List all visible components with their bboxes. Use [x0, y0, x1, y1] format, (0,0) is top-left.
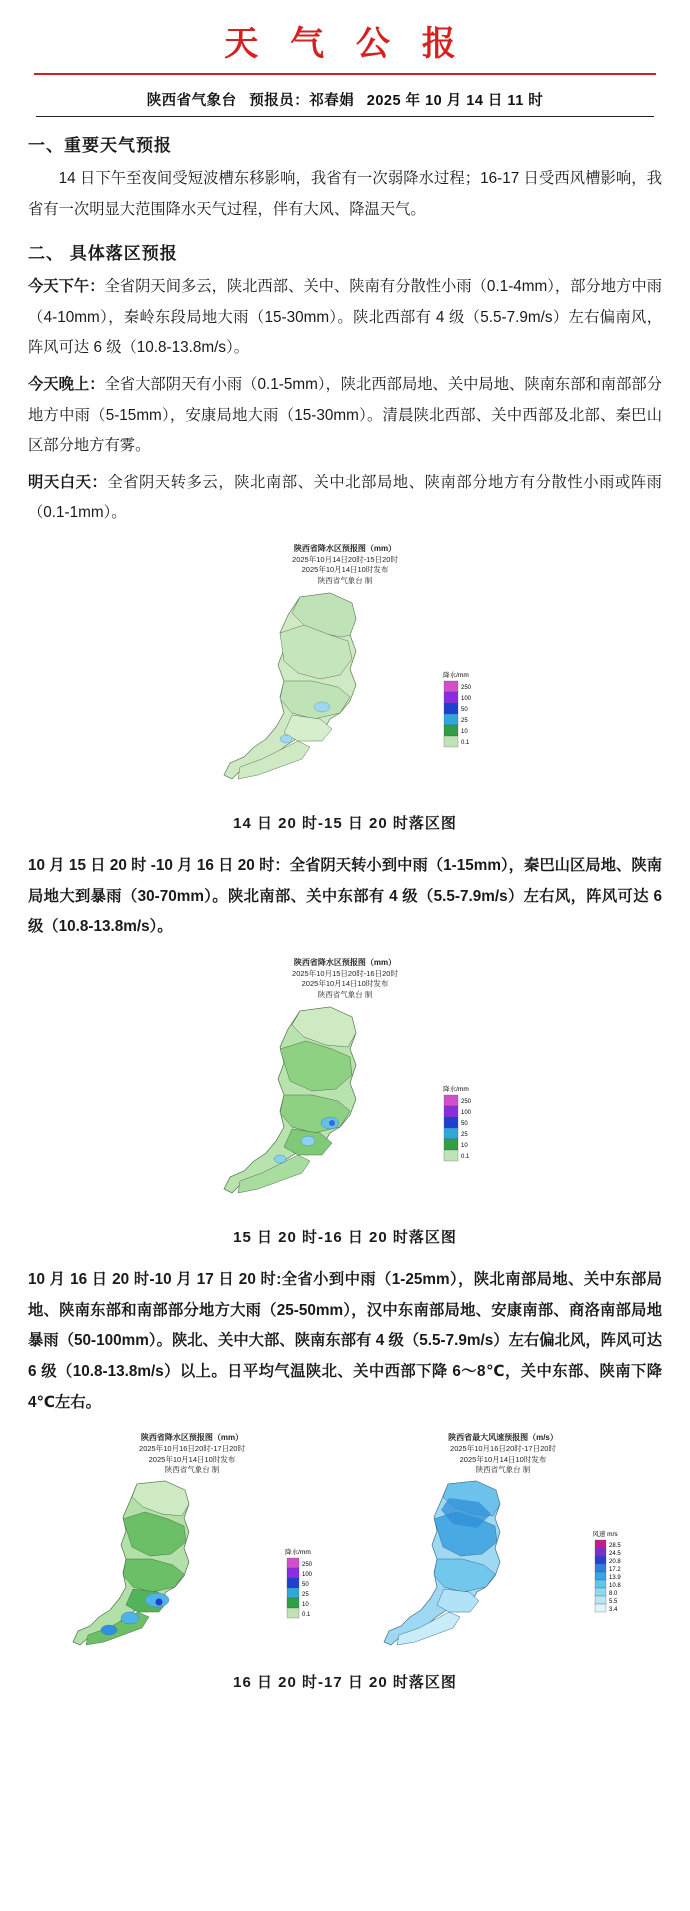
svg-text:50: 50: [302, 1582, 309, 1589]
svg-text:10: 10: [461, 729, 468, 736]
svg-text:25: 25: [461, 1132, 468, 1139]
shaanxi-precip-map-1: [180, 589, 510, 799]
forecast-text: 全省阴天间多云，陕北西部、关中、陕南有分散性小雨（0.1-4mm），部分地方中雨（4-10mm），秦岭东段局地大雨（15-30mm）。陕北西部有 4 级（5.5-7.9m/s）左右偏南风，阵风可达 6 级（10.8-13.8m/s）。: [28, 278, 662, 357]
figure-3a-header-line-4: 陕西省气象台 制: [164, 1465, 220, 1475]
svg-text:0.1: 0.1: [461, 1154, 470, 1161]
section-heading-1: 一、重要天气预报: [28, 136, 172, 155]
byline-forecaster: 预报员：祁春娟: [249, 93, 355, 109]
forecast-text: 全省阴天转小到中雨（1-15mm），秦巴山区局地、陕南局地大到暴雨（30-70mm）。陕北南部、关中东部有 4 级（5.5-7.9m/s）左右风，阵风可达 6 级（10.8-13.8m/s）。: [28, 857, 663, 936]
figure-precip-and-wind-16-17: [28, 1432, 662, 1692]
svg-text:0.1: 0.1: [461, 740, 470, 747]
svg-text:50: 50: [461, 1121, 468, 1128]
svg-text:250: 250: [461, 1099, 472, 1106]
forecast-lead: 10 月 15 日 20 时 -10 月 16 日 20 时：: [28, 857, 290, 875]
forecast-text: 全省大部阴天有小雨（0.1-5mm），陕北西部局地、关中局地、陕南东部和南部部分地方中雨（5-15mm），安康局地大雨（15-30mm）。清晨陕北西部、关中西部及北部、秦巴山区部分地方有雾。: [28, 375, 662, 455]
figure-3a-header-line-2: 2025年10月16日20时-17日20时: [139, 1443, 245, 1453]
forecast-15-16: [28, 851, 662, 943]
byline: [36, 85, 654, 117]
svg-text:8.0: 8.0: [609, 1591, 618, 1598]
figure-3b-header-line-1: 陕西省最大风速预报图（m/s）: [448, 1433, 558, 1443]
svg-text:25: 25: [461, 718, 468, 725]
byline-office: 陕西省气象台: [146, 93, 237, 109]
svg-text:28.5: 28.5: [609, 1543, 621, 1550]
figure-3a-column: [37, 1432, 347, 1663]
svg-text:10.8: 10.8: [609, 1583, 621, 1590]
forecast-item-tonight: [28, 370, 662, 462]
figure-3a-header: [139, 1432, 245, 1476]
figure-1-header-line-4: 陕西省气象台 制: [317, 576, 373, 586]
figure-2-header-line-1: 陕西省降水区预报图（mm）: [293, 957, 397, 967]
svg-text:20.8: 20.8: [609, 1559, 621, 1566]
section-1-paragraph: 14 日下午至夜间受短波槽东移影响，我省有一次弱降水过程；16-17 日受西风槽影响，我省有一次明显大范围降水天气过程，伴有大风、降温天气。: [28, 170, 662, 218]
figure-1-header-line-2: 2025年10月14日20时-15日20时: [292, 554, 398, 564]
figure-3-map-row: [28, 1432, 662, 1663]
figure-1-header: [28, 543, 662, 587]
title-divider: [34, 73, 656, 75]
figure-3b-header-line-2: 2025年10月16日20时-17日20时: [450, 1443, 556, 1453]
svg-text:10: 10: [302, 1602, 309, 1609]
svg-text:100: 100: [461, 696, 472, 703]
figure-1-header-line-1: 陕西省降水区预报图（mm）: [293, 543, 397, 553]
forecast-lead: 10 月 16 日 20 时-10 月 17 日 20 时:: [28, 1271, 282, 1289]
svg-text:250: 250: [461, 685, 472, 692]
figure-2-header-line-4: 陕西省气象台 制: [317, 990, 373, 1000]
figure-1-map: [180, 589, 510, 799]
figure-3b-header-line-3: 2025年10月14日10时发布: [459, 1454, 547, 1464]
svg-text:3.4: 3.4: [609, 1607, 618, 1614]
figure-1-caption: 14 日 20 时-15 日 20 时落区图: [233, 815, 457, 833]
forecast-lead: 今天晚上：: [28, 375, 105, 393]
shaanxi-wind-map: [353, 1478, 653, 1663]
figure-3a-header-line-1: 陕西省降水区预报图（mm）: [140, 1433, 244, 1443]
forecast-text: 全省阴天转多云，陕北南部、关中北部局地、陕南部分地方有分散性小雨或阵雨（0.1-1mm）。: [28, 473, 662, 522]
figure-1-header-line-3: 2025年10月14日10时发布: [301, 565, 389, 575]
figure-2-caption: 15 日 20 时-16 日 20 时落区图: [233, 1229, 457, 1247]
svg-text:5.5: 5.5: [609, 1599, 618, 1606]
figure-3a-legend-title: 降水/mm: [285, 1549, 311, 1557]
svg-text:0.1: 0.1: [302, 1612, 311, 1619]
svg-text:13.9: 13.9: [609, 1575, 621, 1582]
figure-precip-14-15: [28, 543, 662, 833]
svg-text:100: 100: [461, 1110, 472, 1117]
svg-text:50: 50: [461, 707, 468, 714]
byline-datetime: 2025 年 10 月 14 日 11 时: [366, 93, 544, 109]
svg-text:17.2: 17.2: [609, 1567, 621, 1574]
svg-text:100: 100: [302, 1572, 313, 1579]
figure-3b-header-line-4: 陕西省气象台 制: [475, 1465, 531, 1475]
forecast-lead: 明天白天：: [28, 473, 108, 491]
figure-2-legend-title: 降水/mm: [443, 1086, 469, 1094]
figure-2-header-line-2: 2025年10月15日20时-16日20时: [292, 968, 398, 978]
forecast-item-tomorrow: [28, 468, 662, 529]
svg-text:250: 250: [302, 1562, 313, 1569]
figure-2-header: [28, 957, 662, 1001]
figure-2-map: [180, 1003, 510, 1213]
page-title: 天 气 公 报: [224, 24, 466, 64]
figure-3b-header: [448, 1432, 558, 1476]
figure-2-header-line-3: 2025年10月14日10时发布: [301, 979, 389, 989]
svg-text:10: 10: [461, 1143, 468, 1150]
figure-3a-header-line-3: 2025年10月14日10时发布: [148, 1454, 236, 1464]
svg-text:25: 25: [302, 1592, 309, 1599]
forecast-lead: 今天下午：: [28, 278, 105, 296]
figure-1-legend-title: 降水/mm: [443, 672, 469, 680]
forecast-item-this-afternoon: [28, 272, 662, 364]
figure-precip-15-16: [28, 957, 662, 1247]
forecast-text: 全省小到中雨（1-25mm），陕北南部局地、关中东部局地、陕南东部和南部部分地方大雨（25-50mm），汉中东南部局地、安康南部、商洛南部局地暴雨（50-100mm）。陕北、关中大部、陕南东部有 4 级（5.5-7.9m/s）左右偏北风，阵风可达 6 级（10.8-13.8m/s）以上。日平均气温陕北、关中西部下降 6～8℃，关中东部、陕南下降 4℃左右。: [28, 1271, 662, 1411]
svg-text:24.5: 24.5: [609, 1551, 621, 1558]
figure-3-caption: 16 日 20 时-17 日 20 时落区图: [233, 1674, 457, 1692]
section-heading-2: 二、 具体落区预报: [28, 244, 178, 264]
forecast-16-17: [28, 1265, 662, 1418]
shaanxi-precip-map-3: [37, 1478, 347, 1663]
figure-3b-column: [353, 1432, 653, 1663]
shaanxi-precip-map-2: [180, 1003, 510, 1213]
figure-3b-legend-title: 风速 m/s: [592, 1531, 618, 1539]
